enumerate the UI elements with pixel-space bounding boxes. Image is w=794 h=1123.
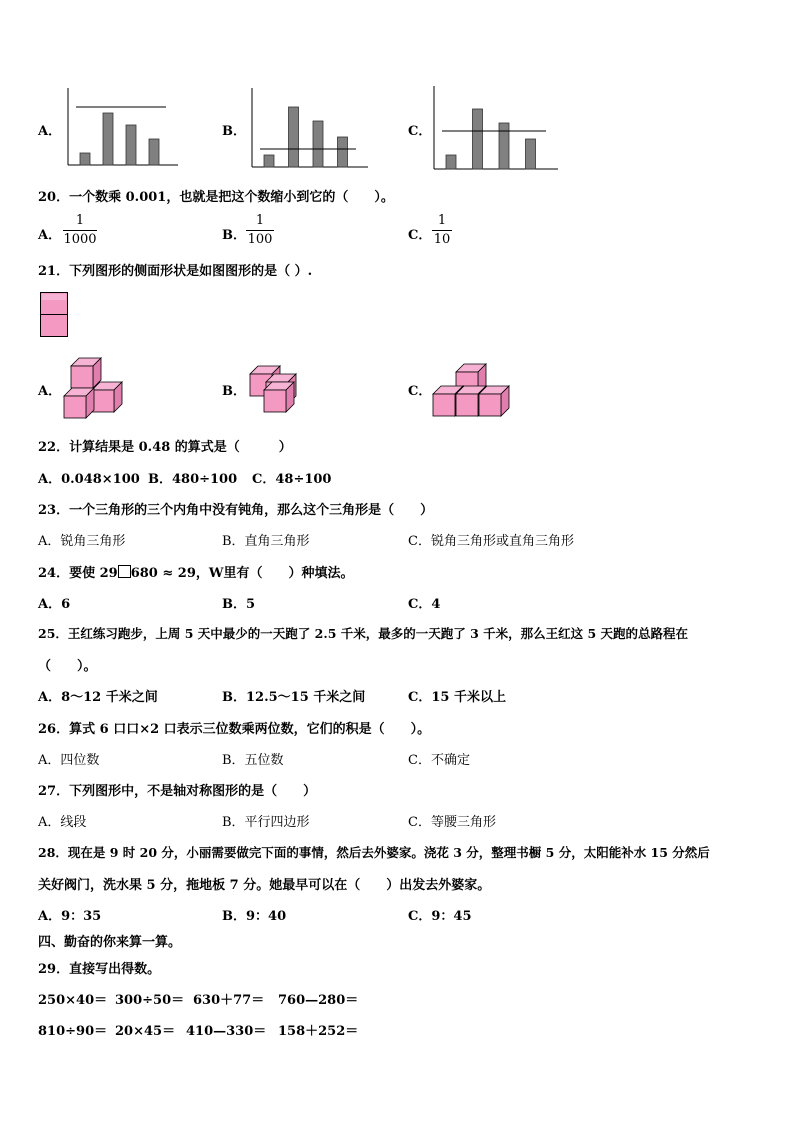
- bar: [313, 121, 323, 167]
- q29-item: 810÷90＝: [38, 1024, 108, 1039]
- fraction-denominator: 100: [247, 232, 273, 247]
- fraction-bar: [432, 230, 452, 231]
- bar: [264, 155, 274, 167]
- q20-option-b-label: B．: [222, 228, 246, 243]
- q25-option-c: C．15 千米以上: [408, 690, 506, 705]
- q24-stem-end: 680 ≈ 29，W里有（ ）种填法。: [130, 566, 354, 581]
- q23-stem: 23．一个三角形的三个内角中没有钝角，那么这个三角形是（ ）: [38, 503, 434, 518]
- q28-option-a: A．9：35: [38, 909, 102, 924]
- q22-stem: 22．计算结果是 0.48 的算式是（ ）: [38, 440, 292, 455]
- q22-option-b: B．480÷100: [148, 472, 238, 487]
- q28-stem-line2: 关好阀门，洗水果 5 分，拖地板 7 分。她最早可以在（ ）出发去外婆家。: [38, 878, 491, 893]
- cube: [92, 382, 122, 412]
- q19-option-b-label: B．: [222, 124, 246, 139]
- q20-option-a-fraction: [63, 213, 97, 248]
- q29-item: 250×40＝: [38, 993, 108, 1008]
- fraction-denominator: 1000: [63, 232, 97, 247]
- q29-item: 158＋252＝: [278, 1024, 359, 1039]
- fraction-bar: [246, 230, 274, 231]
- q20-option-a-label: A．: [38, 228, 62, 243]
- q29-item: 410—330＝: [186, 1024, 267, 1039]
- q19-chart-a: [66, 88, 178, 166]
- bar: [473, 109, 483, 169]
- q26-stem: 26．算式 6 口口×2 口表示三位数乘两位数，它们的积是（ ）。: [38, 722, 431, 737]
- q29-stem: 29．直接写出得数。: [38, 962, 161, 977]
- q27-stem: 27．下列图形中，不是轴对称图形的是（ ）: [38, 784, 317, 799]
- q20-option-b-fraction: [246, 213, 274, 248]
- cube: [479, 386, 509, 416]
- q28-option-c: C．9：45: [408, 909, 472, 924]
- q21-option-c-label: C．: [408, 384, 432, 399]
- q19-chart-b: [250, 88, 368, 168]
- bar: [338, 137, 348, 167]
- q29-item: 20×45＝: [115, 1024, 176, 1039]
- q28-option-b: B．9：40: [222, 909, 287, 924]
- q21-side-view-figure: [40, 292, 70, 338]
- bar: [446, 155, 456, 169]
- q20-option-c-label: C．: [408, 228, 432, 243]
- q27-option-c: C．等腰三角形: [408, 815, 496, 830]
- q20-stem: 20．一个数乘 0.001，也就是把这个数缩小到它的（ ）。: [38, 190, 394, 205]
- q25-stem-line1: 25．王红练习跑步，上周 5 天中最少的一天跑了 2.5 千米，最多的一天跑了 3 千米，那么王红这 5 天跑的总路程在: [38, 626, 689, 641]
- q21-option-a-cubes: [62, 356, 128, 422]
- q29-item: 300÷50＝: [115, 993, 185, 1008]
- q20-option-c-fraction: [432, 213, 452, 248]
- q19-option-c-label: C．: [408, 124, 432, 139]
- q22-option-a: A．0.048×100: [38, 472, 140, 487]
- q24-option-b: B．5: [222, 597, 256, 612]
- q24-option-a: A．6: [38, 597, 71, 612]
- blank-box: [118, 565, 131, 578]
- q25-option-a: A．8～12 千米之间: [38, 690, 158, 705]
- cube: [264, 382, 294, 412]
- bar: [126, 125, 136, 165]
- q26-option-a: A．四位数: [38, 753, 100, 768]
- q19-chart-c: [432, 86, 558, 170]
- q25-stem-line2: （ ）。: [38, 659, 97, 674]
- cube: [64, 388, 94, 418]
- q27-option-b: B．平行四边形: [222, 815, 310, 830]
- bar: [526, 139, 536, 169]
- q25-option-b: B．12.5～15 千米之间: [222, 690, 366, 705]
- q29-item: 630＋77＝: [193, 993, 265, 1008]
- fraction-numerator: 1: [75, 213, 85, 228]
- q23-option-b: B．直角三角形: [222, 534, 310, 549]
- q22-option-c: C．48÷100: [252, 472, 332, 487]
- q26-option-b: B．五位数: [222, 753, 284, 768]
- q24-option-c: C．4: [408, 597, 441, 612]
- q27-option-a: A．线段: [38, 815, 87, 830]
- bar: [499, 123, 509, 169]
- q21-option-a-label: A．: [38, 384, 62, 399]
- fraction-bar: [63, 230, 97, 231]
- cube: [71, 358, 101, 388]
- bar: [149, 139, 159, 165]
- q21-stem: 21．下列图形的侧面形状是如图图形的是（ ）.: [38, 264, 313, 279]
- bar: [103, 113, 113, 165]
- q21-option-b-cubes: [246, 364, 306, 414]
- q24-stem-start: 24．要使 29: [38, 566, 118, 581]
- q19-option-a-label: A．: [38, 124, 62, 139]
- bar: [80, 153, 90, 165]
- q21-option-b-label: B．: [222, 384, 246, 399]
- q24-stem: [38, 562, 354, 581]
- fraction-numerator: 1: [255, 213, 265, 228]
- section-4-heading: 四、勤奋的你来算一算。: [38, 935, 182, 950]
- q29-item: 760—280＝: [278, 993, 359, 1008]
- q23-option-c: C．锐角三角形或直角三角形: [408, 534, 574, 549]
- q26-option-c: C．不确定: [408, 753, 470, 768]
- q21-option-c-cubes: [432, 360, 514, 418]
- q28-stem-line1: 28．现在是 9 时 20 分，小丽需要做完下面的事情，然后去外婆家。浇花 3 分，整理书橱 5 分，太阳能补水 15 分然后: [38, 845, 710, 860]
- bar: [289, 107, 299, 167]
- fraction-numerator: 1: [437, 213, 447, 228]
- fraction-denominator: 10: [433, 232, 451, 247]
- q23-option-a: A．锐角三角形: [38, 534, 126, 549]
